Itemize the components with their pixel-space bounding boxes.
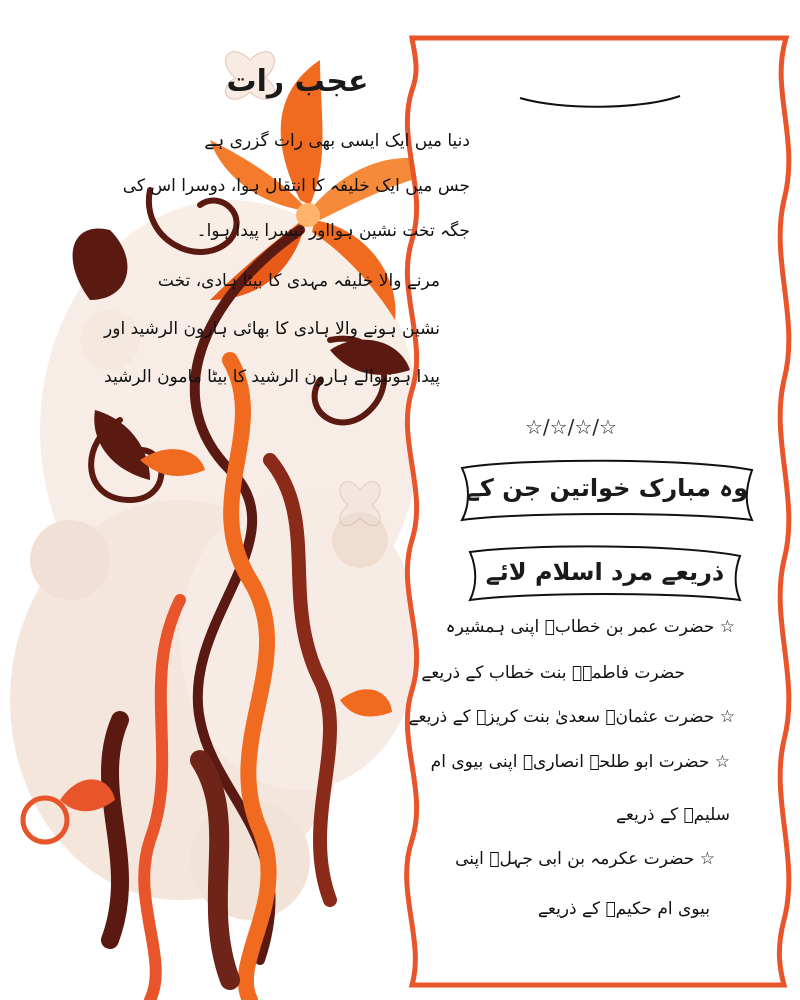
section2-title-line2: ذریعے مرد اسلام لائے (485, 558, 725, 586)
section2-line-1: ☆ حضرت عمر بن خطابؓ اپنی ہمشیرہ (445, 617, 735, 637)
section2-title-line1: وہ مبارک خواتین جن کے (465, 474, 749, 502)
section2-line-6: ☆ حضرت عکرمہ بن ابی جہلؓ اپنی (455, 849, 715, 869)
section1-line-6: پیدا ہونیوالے ہارون الرشید کا بیٹا مامون الرشید (104, 367, 440, 387)
star-divider: ☆/☆/☆/☆ (525, 415, 617, 439)
section1-line-2: جس میں ایک خلیفہ کا انتقال ہوا، دوسرا اس کی (122, 176, 470, 196)
section2-line-7: بیوی ام حکیمؓ کے ذریعے (537, 899, 710, 919)
section1-line-3: جگہ تخت نشین ہوااور تیسرا پیدا ہوا۔ (196, 221, 470, 241)
section2-line-4: ☆ حضرت ابو طلحہ انصاریؓ اپنی بیوی ام (430, 752, 730, 772)
section1-title: عجب رات (226, 64, 369, 99)
section2-line-3: ☆ حضرت عثمانؓ سعدیٰ بنت کریزؓ کے ذریعے (408, 707, 735, 727)
section2-line-5: سلیمؓ کے ذریعے (615, 805, 730, 825)
section1-line-4: مرنے والا خلیفہ مہدی کا بیٹا ہادی، تخت (157, 271, 440, 291)
section2-line-2: حضرت فاطمہؓ بنت خطاب کے ذریعے (421, 663, 685, 683)
section1-line-5: نشین ہونے والا ہادی کا بھائی ہارون الرشید اور (104, 319, 440, 339)
section1-line-1: دنیا میں ایک ایسی بھی رات گزری ہے (204, 131, 470, 151)
